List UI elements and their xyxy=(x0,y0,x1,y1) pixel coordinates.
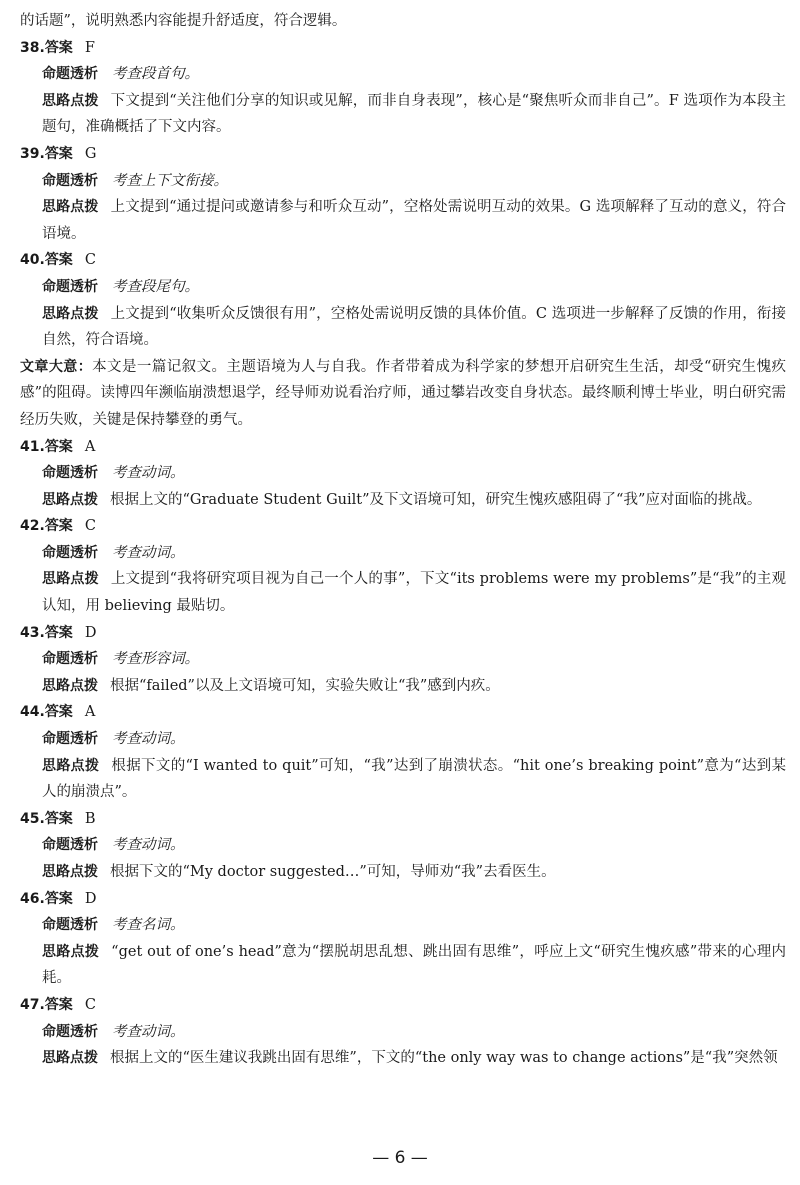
analysis-line xyxy=(20,646,786,673)
hint-label: 思路点拨 xyxy=(42,943,100,960)
analysis-label: 命题透析 xyxy=(42,651,98,668)
answer-line xyxy=(20,35,786,62)
answer-label: 答案 xyxy=(44,145,73,162)
answer-choice: G xyxy=(84,145,97,162)
hint-label: 思路点拨 xyxy=(42,491,98,508)
question-number: 41. xyxy=(20,438,45,455)
answer-choice: A xyxy=(84,704,96,721)
answer-item xyxy=(20,247,786,353)
hint-line xyxy=(20,194,786,247)
analysis-line xyxy=(20,168,786,195)
hint-text: 根据“failed”以及上文语境可知，实验失败让“我”感到内疚。 xyxy=(110,677,500,694)
question-number: 38. xyxy=(20,39,45,56)
analysis-label: 命题透析 xyxy=(42,837,98,854)
answer-item xyxy=(20,886,786,992)
analysis-label: 命题透析 xyxy=(42,1023,98,1040)
summary-label: 文章大意： xyxy=(20,358,93,375)
answer-item xyxy=(20,620,786,700)
analysis-text: 考查上下文衔接。 xyxy=(112,172,228,189)
answer-line xyxy=(20,141,786,168)
answer-choice: B xyxy=(84,810,96,827)
analysis-label: 命题透析 xyxy=(42,731,98,748)
analysis-text: 考查动词。 xyxy=(112,731,185,748)
analysis-line xyxy=(20,832,786,859)
answer-item xyxy=(20,141,786,247)
hint-label: 思路点拨 xyxy=(42,1050,98,1067)
analysis-text: 考查形容词。 xyxy=(112,651,199,668)
hint-text: 下文提到“关注他们分享的知识或见解，而非自身表现”，核心是“聚焦听众而非自己”。F 选项作为本段主题句，准确概括了下文内容。 xyxy=(42,92,787,136)
question-number: 46. xyxy=(20,890,45,907)
hint-text: 上文提到“收集听众反馈很有用”，空格处需说明反馈的具体价值。C 选项进一步解释了反馈的作用，衔接自然，符合语境。 xyxy=(42,305,787,349)
summary-text: 本文是一篇记叙文。主题语境为人与自我。作者带着成为科学家的梦想开启研究生生活，却受“研究生愧疚感”的阻碍。读博四年濒临崩溃想退学，经导师劝说看治疗师，通过攀岩改变自身状态。最终顺利博士毕业，明白研究需经历失败，关键是保持攀登的勇气。 xyxy=(20,358,786,428)
hint-label: 思路点拨 xyxy=(42,677,98,694)
answer-choice: C xyxy=(84,518,96,535)
hint-label: 思路点拨 xyxy=(42,757,100,774)
answer-label: 答案 xyxy=(44,252,73,269)
analysis-text: 考查名词。 xyxy=(112,917,185,934)
analysis-label: 命题透析 xyxy=(42,917,98,934)
answer-item xyxy=(20,35,786,141)
answer-label: 答案 xyxy=(44,39,73,56)
hint-label: 思路点拨 xyxy=(42,199,99,216)
answer-choice: F xyxy=(84,39,95,56)
answer-label: 答案 xyxy=(44,438,73,455)
answer-choice: C xyxy=(84,996,96,1013)
page-number: — 6 — xyxy=(372,1148,428,1168)
hint-line xyxy=(20,88,786,141)
hint-line xyxy=(20,566,786,619)
hint-line xyxy=(20,859,786,886)
hint-line xyxy=(20,301,786,354)
answer-line xyxy=(20,620,786,647)
analysis-text: 考查动词。 xyxy=(112,544,185,561)
analysis-label: 命题透析 xyxy=(42,465,98,482)
analysis-label: 命题透析 xyxy=(42,66,98,83)
analysis-text: 考查段首句。 xyxy=(112,66,199,83)
answer-label: 答案 xyxy=(44,810,73,827)
question-number: 45. xyxy=(20,810,45,827)
answer-choice: A xyxy=(84,438,96,455)
hint-text: 上文提到“我将研究项目视为自己一个人的事”，下文“its problems were my problems”是“我”的主观认知，用 believing 最贴切。 xyxy=(42,571,787,615)
hint-text: 根据下文的“My doctor suggested…”可知，导师劝“我”去看医生。 xyxy=(110,864,556,880)
analysis-text: 考查动词。 xyxy=(112,837,185,854)
answer-item xyxy=(20,806,786,886)
hint-text: “get out of one’s head”意为“摆脱胡思乱想、跳出固有思维”，呼应上文“研究生愧疚感”带来的心理内耗。 xyxy=(42,943,787,987)
analysis-line xyxy=(20,726,786,753)
answer-page xyxy=(20,8,786,1072)
answer-items-38-40 xyxy=(20,35,786,354)
hint-text: 根据上文的“Graduate Student Guilt”及下文语境可知，研究生愧疚感阻碍了“我”应对面临的挑战。 xyxy=(110,491,762,508)
answer-label: 答案 xyxy=(44,518,73,535)
analysis-line xyxy=(20,460,786,487)
answer-item xyxy=(20,434,786,514)
analysis-line xyxy=(20,1019,786,1046)
analysis-line xyxy=(20,61,786,88)
answer-label: 答案 xyxy=(44,624,73,641)
analysis-line xyxy=(20,540,786,567)
hint-label: 思路点拨 xyxy=(42,305,99,322)
analysis-label: 命题透析 xyxy=(42,172,98,189)
answer-item xyxy=(20,513,786,619)
article-summary xyxy=(20,354,786,434)
analysis-line xyxy=(20,912,786,939)
answer-items-41-47 xyxy=(20,434,786,1072)
answer-line xyxy=(20,992,786,1019)
answer-line xyxy=(20,886,786,913)
analysis-line xyxy=(20,274,786,301)
hint-text: 根据下文的“I wanted to quit”可知，“我”达到了崩溃状态。“hit one’s breaking point”意为“达到某人的崩溃点”。 xyxy=(42,757,786,801)
hint-line xyxy=(20,753,786,806)
analysis-text: 考查动词。 xyxy=(112,465,185,482)
answer-label: 答案 xyxy=(44,704,73,721)
hint-label: 思路点拨 xyxy=(42,864,98,880)
analysis-text: 考查动词。 xyxy=(112,1023,185,1040)
answer-choice: D xyxy=(84,890,97,907)
answer-item xyxy=(20,992,786,1072)
analysis-text: 考查段尾句。 xyxy=(112,278,199,295)
question-number: 47. xyxy=(20,996,45,1013)
answer-line xyxy=(20,806,786,833)
hint-label: 思路点拨 xyxy=(42,571,99,588)
hint-line xyxy=(20,673,786,700)
question-number: 40. xyxy=(20,252,45,269)
question-number: 44. xyxy=(20,704,45,721)
analysis-label: 命题透析 xyxy=(42,544,98,561)
hint-text: 上文提到“通过提问或邀请参与和听众互动”，空格处需说明互动的效果。G 选项解释了互动的意义，符合语境。 xyxy=(42,199,787,242)
hint-line xyxy=(20,1045,786,1072)
continuation-text: 的话题”，说明熟悉内容能提升舒适度，符合逻辑。 xyxy=(20,13,347,29)
answer-choice: D xyxy=(84,624,97,641)
hint-text: 根据上文的“医生建议我跳出固有思维”，下文的“the only way was to change actions”是“我”突然领 xyxy=(110,1050,778,1067)
hint-label: 思路点拨 xyxy=(42,92,99,109)
hint-line xyxy=(20,487,786,514)
answer-label: 答案 xyxy=(44,890,73,907)
answer-line xyxy=(20,699,786,726)
analysis-label: 命题透析 xyxy=(42,278,98,295)
answer-label: 答案 xyxy=(44,996,73,1013)
answer-line xyxy=(20,434,786,461)
answer-item xyxy=(20,699,786,805)
answer-choice: C xyxy=(84,252,96,269)
hint-line xyxy=(20,939,786,992)
question-number: 42. xyxy=(20,518,45,535)
question-number: 39. xyxy=(20,145,45,162)
question-number: 43. xyxy=(20,624,45,641)
answer-line xyxy=(20,513,786,540)
answer-line xyxy=(20,247,786,274)
